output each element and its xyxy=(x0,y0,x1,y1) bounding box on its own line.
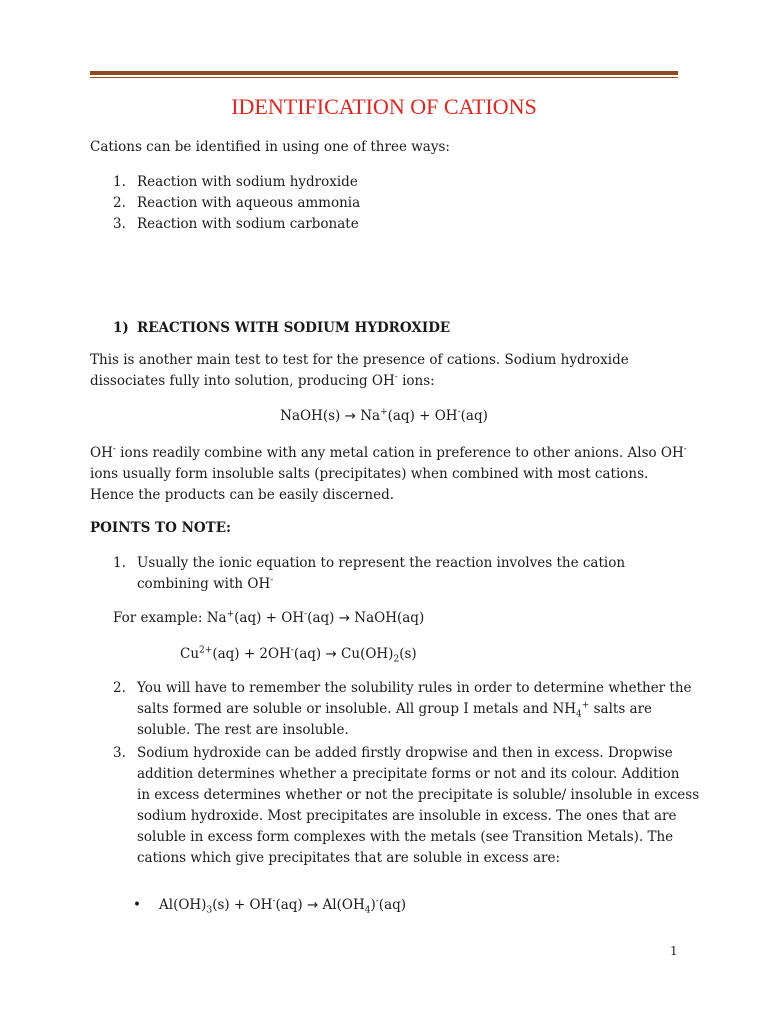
intro-text: Cations can be identified in using one of three ways: xyxy=(90,139,450,155)
equation-naoh: NaOH(s) → Na+(aq) + OH-(aq) xyxy=(280,407,488,424)
point3-line: cations which give precipitates that are soluble in excess are: xyxy=(137,850,561,866)
point3-line: sodium hydroxide. Most precipitates are insoluble in excess. The ones that are xyxy=(137,808,677,824)
example-equation: $Cu^{2+}(aq) + 2OH^-(aq) \to Cu(OH)_2(s)$ xyxy=(180,645,417,665)
header-rule-thick xyxy=(90,71,678,75)
para1-line: This is another main test to test for the presence of cations. Sodium hydroxide xyxy=(90,352,629,368)
point3-line: Sodium hydroxide can be added firstly dropwise and then in excess. Dropwise xyxy=(137,745,673,761)
list-item: Reaction with aqueous ammonia xyxy=(137,195,361,211)
list-number: 3. xyxy=(113,216,126,232)
point1-line: combining with OH- xyxy=(137,575,274,592)
example-equation: For example: Na+(aq) + OH-(aq) → NaOH(aq) xyxy=(113,609,425,626)
header-rule-thin xyxy=(90,77,678,78)
page-title: IDENTIFICATION OF CATIONS xyxy=(231,94,537,119)
list-item: Reaction with sodium carbonate xyxy=(137,216,359,232)
para2-line: OH- ions readily combine with any metal cation in preference to other anions. Also OH- xyxy=(90,444,687,461)
list-number: 2. xyxy=(113,680,126,696)
points-title: POINTS TO NOTE: xyxy=(90,520,231,536)
list-item: Reaction with sodium hydroxide xyxy=(137,174,358,190)
point1-line: Usually the ionic equation to represent the reaction involves the cation xyxy=(137,555,626,571)
point2-line: You will have to remember the solubility rules in order to determine whether the xyxy=(137,680,692,696)
bullet-equation: $Al(OH)_3(s) + OH^-(aq) \to Al(OH_4)^-(aq)$ xyxy=(159,896,407,916)
page-number: 1 xyxy=(670,944,678,958)
point3-line: addition determines whether a precipitate forms or not and its colour. Addition xyxy=(137,766,680,782)
list-number: 2. xyxy=(113,195,126,211)
point2-line: soluble. The rest are insoluble. xyxy=(137,722,349,738)
para1-line: dissociates fully into solution, producing OH- ions: xyxy=(90,372,435,389)
list-number: 1. xyxy=(113,174,126,190)
section-title: REACTIONS WITH SODIUM HYDROXIDE xyxy=(137,320,451,336)
point3-line: in excess determines whether or not the precipitate is soluble/ insoluble in excess xyxy=(137,787,700,803)
para2-line: ions usually form insoluble salts (precipitates) when combined with most cations. xyxy=(90,466,649,482)
point2-line: salts formed are soluble or insoluble. All group I metals and $NH_4^+$ salts are xyxy=(137,700,653,720)
list-number: 1. xyxy=(113,555,126,571)
bullet-icon: • xyxy=(133,897,141,913)
list-number: 3. xyxy=(113,745,126,761)
para2-line: Hence the products can be easily discerned. xyxy=(90,487,395,503)
point3-line: soluble in excess form complexes with the metals (see Transition Metals). The xyxy=(137,829,674,845)
section-number: 1) xyxy=(113,320,129,336)
